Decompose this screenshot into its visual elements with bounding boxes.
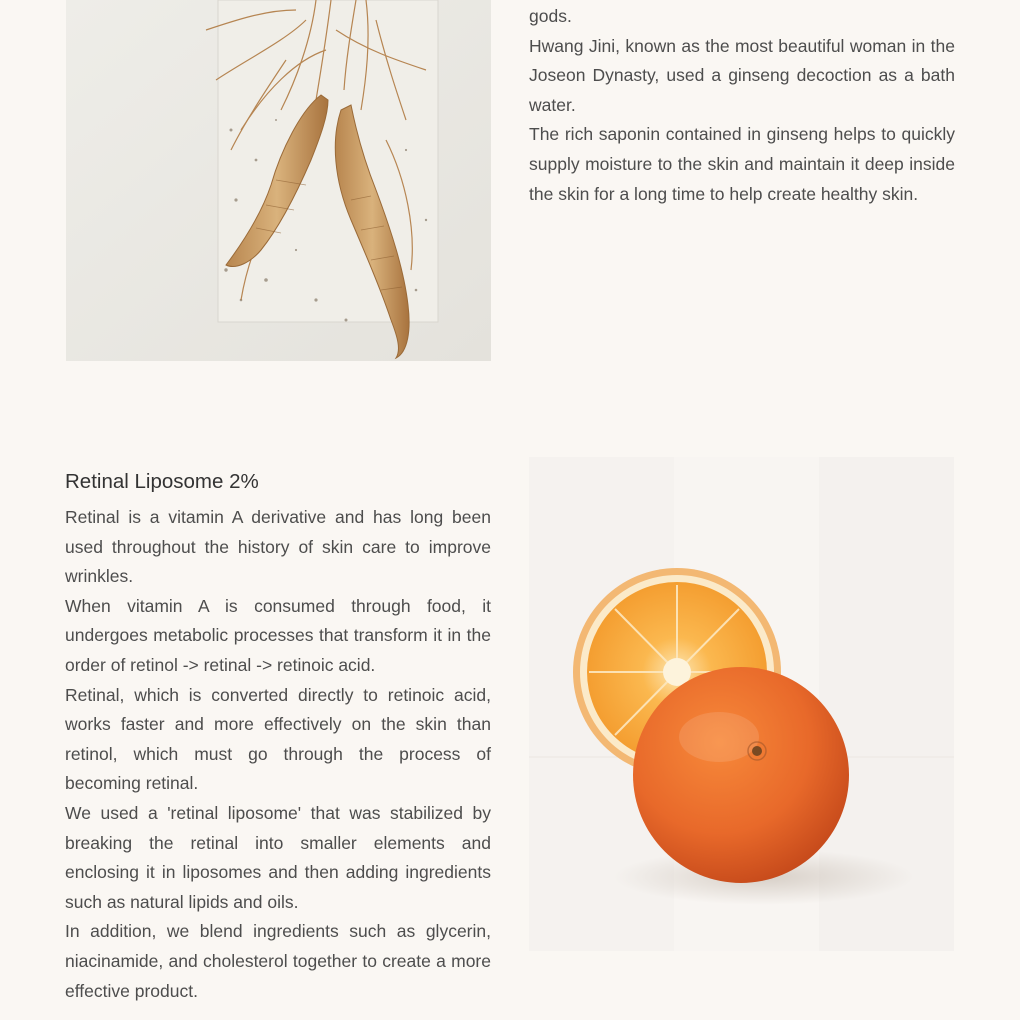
- retinal-paragraph-4: We used a 'retinal liposome' that was stabilized by breaking the retinal into smaller elements and enclosing it in liposomes and then adding ingredients such as natural lipids and oils.: [65, 802, 491, 912]
- ginseng-paragraph-1: gods.: [529, 6, 572, 26]
- ginseng-paragraph-3: The rich saponin contained in ginseng helps to quickly supply moisture to the skin and maintain it deep inside the skin for a long time to help create healthy skin.: [529, 124, 955, 204]
- retinal-paragraph-5: In addition, we blend ingredients such as glycerin, niacinamide, and cholesterol together to create a more effective product.: [65, 921, 491, 1001]
- ginseng-root-image: [66, 0, 491, 361]
- retinal-description: [65, 503, 491, 1006]
- ginseng-paragraph-2: Hwang Jini, known as the most beautiful woman in the Joseon Dynasty, used a ginseng decoction as a bath water.: [529, 35, 955, 115]
- retinal-paragraph-3: Retinal, which is converted directly to retinoic acid, works faster and more effectively on the skin than retinol, which must go through the process of becoming retinal.: [65, 684, 491, 794]
- orange-image: [529, 457, 954, 951]
- ginseng-description: [529, 2, 955, 209]
- retinal-paragraph-2: When vitamin A is consumed through food, it undergoes metabolic processes that transform it in the order of retinol -> retinal -> retinoic acid.: [65, 595, 491, 675]
- retinal-section-title: Retinal Liposome 2%: [65, 470, 259, 493]
- retinal-paragraph-1: Retinal is a vitamin A derivative and has long been used throughout the history of skin care to improve wrinkles.: [65, 507, 491, 587]
